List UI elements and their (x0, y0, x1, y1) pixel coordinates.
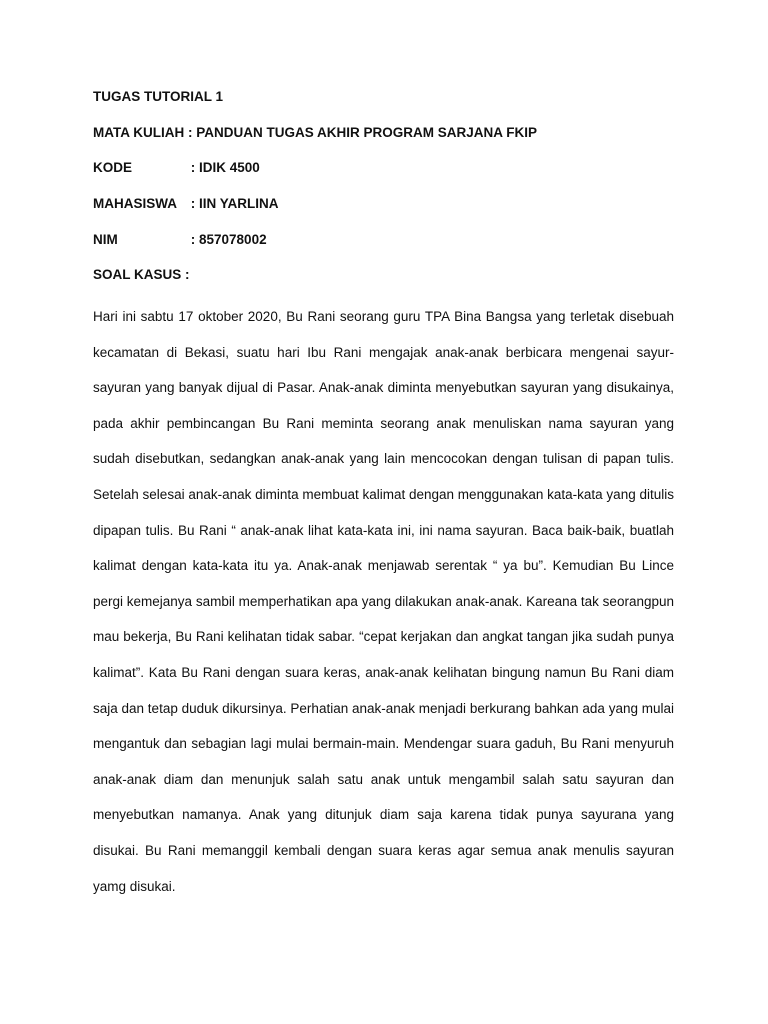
code-label: KODE (93, 160, 133, 175)
case-heading: SOAL KASUS : (93, 267, 190, 282)
code-line (93, 160, 260, 176)
nim-line (93, 232, 267, 248)
course-label: MATA KULIAH (93, 125, 185, 140)
student-value: : IIN YARLINA (190, 196, 279, 211)
course-line (93, 125, 537, 141)
case-paragraph: Hari ini sabtu 17 oktober 2020, Bu Rani seorang guru TPA Bina Bangsa yang terletak disebuah kecamatan di Bekasi, suatu hari Ibu Rani mengajak anak-anak berbicara mengenai sayur-sayuran yang banyak dijual di Pasar. Anak-anak diminta menyebutkan sayuran yang disukainya, pada akhir pembincangan Bu Rani meminta seorang anak menuliskan nama sayuran yang sudah disebutkan, sedangkan anak-anak yang lain mencocokan dengan tulisan di papan tulis. Setelah selesai anak-anak diminta membuat kalimat dengan menggunakan kata-kata yang ditulis dipapan tulis. Bu Rani “ anak-anak lihat kata-kata ini, ini nama sayuran. Baca baik-baik, buatlah kalimat dengan kata-kata itu ya. Anak-anak menjawab serentak “ ya bu”. Kemudian Bu Lince pergi kemejanya sambil memperhatikan apa yang dilakukan anak-anak. Kareana tak seorangpun mau bekerja, Bu Rani kelihatan tidak sabar. “cepat kerjakan dan angkat tangan jika sudah punya kalimat”. Kata Bu Rani dengan suara keras, anak-anak kelihatan bingung namun Bu Rani diam saja dan tetap duduk dikursinya. Perhatian anak-anak menjadi berkurang bahkan ada yang mulai mengantuk dan sebagian lagi mulai bermain-main. Mendengar suara gaduh, Bu Rani menyuruh anak-anak diam dan menunjuk salah satu anak untuk mengambil salah satu sayuran dan menyebutkan namanya. Anak yang ditunjuk diam saja karena tidak punya sayurana yang disukai. Bu Rani memanggil kembali dengan suara keras agar semua anak menulis sayuran yamg disukai. (93, 309, 674, 894)
document-title: TUGAS TUTORIAL 1 (93, 89, 224, 104)
course-value: : PANDUAN TUGAS AKHIR PROGRAM SARJANA FKIP (188, 125, 538, 140)
nim-label: NIM (93, 232, 118, 247)
nim-value: : 857078002 (190, 232, 267, 247)
student-line (93, 196, 279, 212)
code-value: : IDIK 4500 (190, 160, 260, 175)
student-label: MAHASISWA (93, 196, 177, 211)
